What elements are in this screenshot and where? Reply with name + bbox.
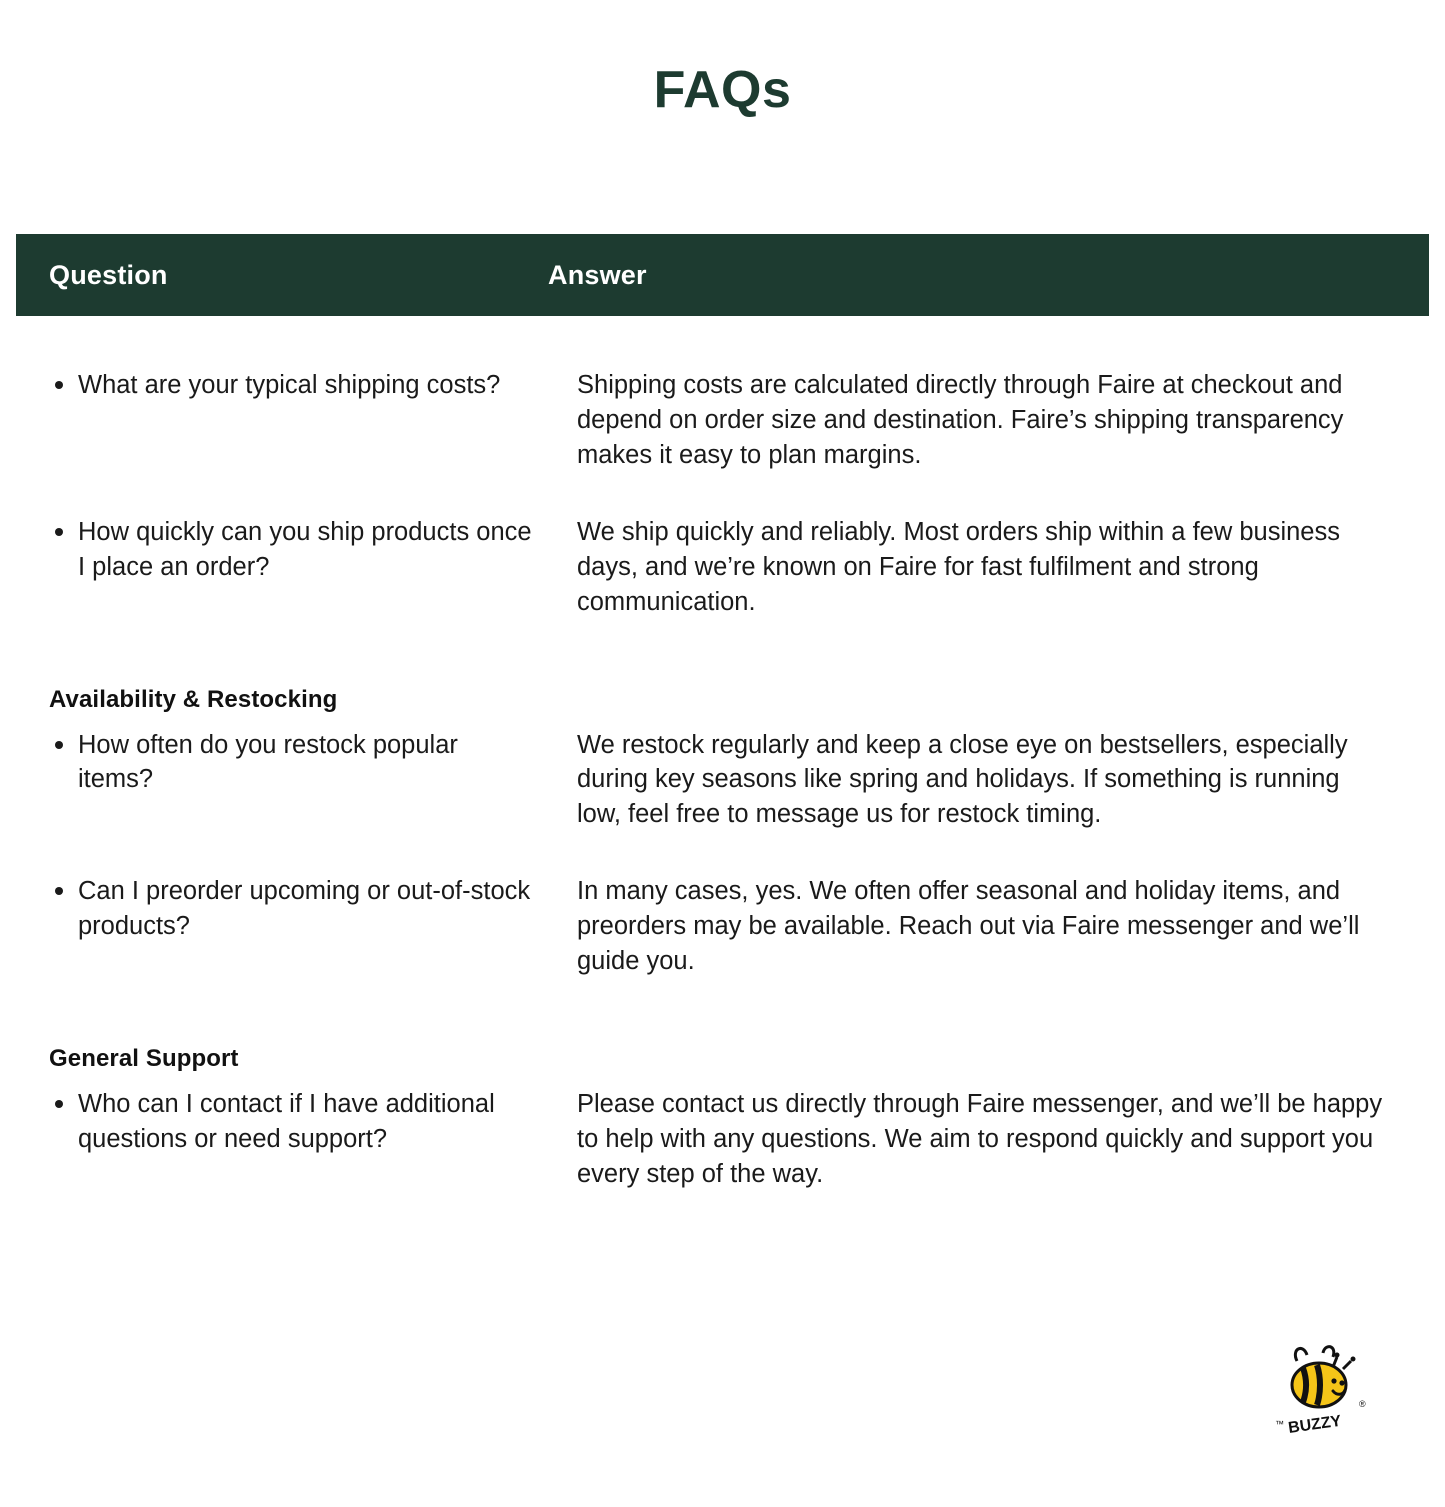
table-body: [16, 316, 1429, 1192]
spacer: [16, 714, 1429, 728]
cell-question: [16, 515, 577, 585]
section-title-general-support: General Support: [49, 1045, 239, 1073]
spacer: [16, 832, 1429, 874]
spacer: [16, 979, 1429, 1045]
cell-question: [16, 1087, 577, 1157]
cell-question: [16, 368, 577, 403]
table-row: [16, 1087, 1429, 1192]
spacer: [16, 1073, 1429, 1087]
answer-text: In many cases, yes. We often offer seasonal and holiday items, and preorders may be available. Reach out via Faire messenger and we’ll guide you.: [577, 877, 1360, 976]
svg-text:BUZZY: BUZZY: [1287, 1412, 1343, 1437]
answer-text: Shipping costs are calculated directly through Faire at checkout and depend on order size and destination. Faire’s shipping transparency makes it easy to plan margins.: [577, 371, 1344, 469]
table-row: [16, 874, 1429, 979]
cell-answer: [577, 1087, 1429, 1192]
question-text: How quickly can you ship products once I place an order?: [49, 515, 537, 585]
answer-text: Please contact us directly through Faire messenger, and we’ll be happy to help with any questions. We aim to respond quickly and support you every step of the way.: [577, 1090, 1383, 1188]
cell-answer: [577, 728, 1429, 833]
question-text: What are your typical shipping costs?: [49, 368, 537, 403]
question-text: Who can I contact if I have additional questions or need support?: [49, 1087, 537, 1157]
table-row: [16, 515, 1429, 620]
cell-answer: [577, 874, 1429, 979]
answer-text: We ship quickly and reliably. Most orders ship within a few business days, and we’re known on Faire for fast fulfilment and strong communication.: [577, 517, 1340, 616]
cell-question: [16, 874, 577, 944]
answer-text: We restock regularly and keep a close eye on bestsellers, especially during key seasons like spring and holidays. If something is running low, feel free to message us for restock timing.: [577, 730, 1348, 829]
spacer: [16, 473, 1429, 515]
spacer: [16, 326, 1429, 368]
table-header-row: [16, 234, 1429, 316]
column-header-question: Question: [49, 259, 168, 290]
column-header-answer: Answer: [548, 259, 647, 290]
section-title-availability: Availability & Restocking: [49, 685, 338, 713]
question-text: Can I preorder upcoming or out-of-stock products?: [49, 874, 537, 944]
cell-answer: [577, 515, 1429, 620]
faq-table: [16, 234, 1429, 1192]
question-text: How often do you restock popular items?: [49, 728, 537, 798]
table-row: [16, 728, 1429, 833]
cell-question: [16, 728, 577, 798]
spacer: [16, 620, 1429, 686]
svg-text:™: ™: [1275, 1419, 1284, 1429]
svg-text:®: ®: [1359, 1399, 1366, 1409]
buzzy-bee-logo: [1267, 1341, 1379, 1445]
cell-answer: [577, 368, 1429, 473]
table-row: [16, 368, 1429, 473]
page-title: FAQs: [653, 61, 792, 119]
faq-page: [0, 62, 1445, 1507]
